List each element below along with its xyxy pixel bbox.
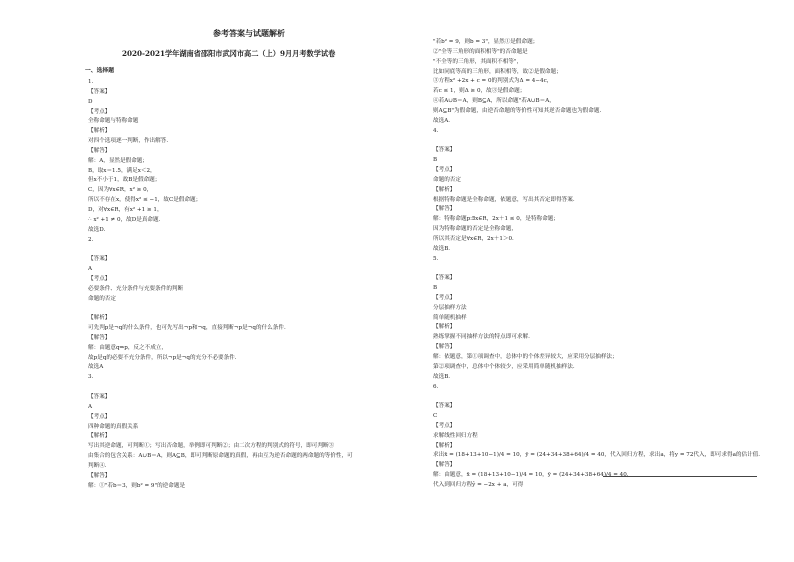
exam-subtitle: 2020-2021学年湖南省邵阳市武冈市高二（上）9月月考数学试卷 [122,49,336,58]
text-line: 所以其否定是∀x∈R，2x＋1＞0. [433,235,514,242]
text-line: 则A⊆B"为假命题，由逆否命题的等价性可知其逆否命题也为假命题. [433,107,602,114]
text-line: C [433,413,438,420]
text-line: 必要条件、充分条件与充要条件的判断 [88,285,184,292]
text-line [433,264,773,274]
text-line: 全称命题与特称命题 [88,118,139,125]
text-line: 【解析】 [88,128,111,135]
text-line: 【解析】 [433,324,456,331]
text-line: ②"全等三角形的面积相等"的否命题是 [433,48,528,55]
text-line: 第②项调查中，总体中个体较少，应采用简单随机抽样法. [433,363,575,370]
text-line: 【解答】 [88,334,111,341]
text-line: 【答案】 [433,147,456,154]
text-line: 故选B. [433,373,451,380]
text-line: 求解线性回归方程 [433,432,478,439]
text-line: 【解析】 [88,315,111,322]
fill-blank-underline [603,476,757,477]
text-line: 分层抽样方法 [433,304,467,311]
text-line: 解：①"若b＝3，则b² = 9"的逆命题是 [88,482,186,489]
text-line: 【考点】 [433,166,456,173]
text-line: 由集合的包含关系：A∪B＝A，则A⊆B，即可判断原命题的真假，再由互为逆否命题的两命题的等价性，可 [88,453,353,460]
text-line: 故p是q的必要不充分条件，所以¬p是¬q的充分不必要条件. [88,354,237,361]
text-line: 2. [88,236,94,243]
text-line: 【解答】 [433,344,456,351]
text-line: 【答案】 [88,88,111,95]
text-line: 5. [433,255,439,262]
text-line: 【答案】 [88,256,111,263]
text-line: 【答案】 [88,394,111,400]
text-line: 可先判p是¬q的什么条件，也可先写出¬p和¬q，直接判断¬p是¬q的什么条件. [88,325,286,332]
text-line [88,245,418,255]
text-line: 【考点】 [88,275,111,282]
text-line: 解：特称命题p:∃x∈R，2x＋1 ≤ 0，是特称命题； [433,216,559,223]
text-line [88,304,418,314]
text-line: 【考点】 [433,294,456,301]
page-title: 参考答案与试题解析 [213,28,285,38]
text-line: 故选B. [433,245,451,252]
text-line: 【考点】 [88,413,111,420]
text-line: C，因为∀x∈R，x² ≥ 0， [88,187,153,194]
text-line: 所以不存在x，使得x² ≤ −1，故C是假命题； [88,197,202,204]
text-line: 【答案】 [433,403,456,410]
text-line: 判断④. [88,462,107,469]
text-line: 【解析】 [433,186,456,193]
text-line: 因为特称命题的否定是全称命题， [433,226,517,233]
text-line [88,383,418,393]
text-line: 【解析】 [433,442,456,449]
text-line: 故选A [88,364,104,371]
text-line: 故选D. [88,226,106,233]
text-line: 但x不小于1，故B是假命题； [88,177,161,184]
text-line: A [88,403,93,410]
text-line: 【考点】 [433,422,456,429]
text-line: 代入到回归方程ŷ = −2x + a，可得 [433,481,524,488]
text-line: 根据特称命题是全称命题，依题意，写出其否定即得答案. [433,196,575,203]
text-line [433,392,773,402]
text-line: "若b² = 9，则b = 3"，显然①是假命题； [433,39,539,45]
text-line: B，取x＝1.5，满足x＜2， [88,167,156,174]
text-line: 【解析】 [88,433,111,440]
text-line: B [433,285,438,292]
text-line: ④若A∪B＝A，则B⊆A，所以命题"若A∪B＝A， [433,98,555,105]
text-line [433,136,773,146]
text-line: ∴ x² +1 ≠ 0，故D是真命题. [88,216,161,223]
text-line: 【解答】 [88,472,111,479]
text-line: 熟练掌握不同抽样方法的特点即可求解. [433,334,530,341]
text-line: 简单随机抽样 [433,314,467,321]
text-line: 解：由题意，x̄ = (18+13+10−1)/4 = 10，ȳ = (24+34+38+64)/4 = 40， [433,472,633,479]
text-line: 解：依题意，第①项调查中，总体中的个体差异较大，应采用分层抽样法； [433,354,618,360]
text-line: 4. [433,127,439,134]
text-line: 3. [88,374,94,381]
right-column [433,38,773,491]
text-line: ③方程x² +2x + c = 0的判别式为Δ = 4−4c， [433,78,553,85]
text-line: A [88,266,93,273]
text-line: B [433,157,438,164]
left-column [88,78,418,491]
text-line: 四种命题的真假关系 [88,423,139,430]
text-line: 【考点】 [88,108,111,115]
text-line: D [88,98,93,105]
text-line: 命题的否定 [88,295,116,302]
text-line: 求出x̄ = (18+13+10−1)/4 = 10，ȳ = (24+34+38+64)/4 = 40，代入回归方程，求出a，将y = 72代入，即可求得a的估计值. [433,452,761,459]
text-line: "不全等的三角形，其面积不相等"， [433,58,523,65]
text-line: 【答案】 [433,275,456,282]
text-line: 命题的否定 [433,176,461,183]
text-line: 【解答】 [433,462,456,469]
text-line: D，对∀x∈R，有x² +1 ≥ 1， [88,206,163,213]
text-line: 若c ≤ 1，则Δ ≥ 0，故③是假命题； [433,88,526,95]
text-line: 对四个选项逐一判断，作出解答. [88,138,169,145]
text-line: 【解答】 [88,147,111,154]
text-line: 1. [88,79,94,85]
section-heading: 一、选择题 [85,68,114,74]
text-line: 解：由题意q⇒p，反之不成立， [88,344,167,351]
text-line: 解：A，显然是假命题； [88,157,148,164]
text-line: 故选A. [433,117,451,124]
text-line: 【解答】 [433,206,456,213]
text-line: 比如同底等高的三角形，面积相等，故②是假命题； [433,68,562,75]
text-line: 写出其逆命题，可判断①；写出否命题，举例即可判断②；由二次方程的判别式的符号，即可判断③ [88,443,335,450]
text-line: 6. [433,383,439,390]
